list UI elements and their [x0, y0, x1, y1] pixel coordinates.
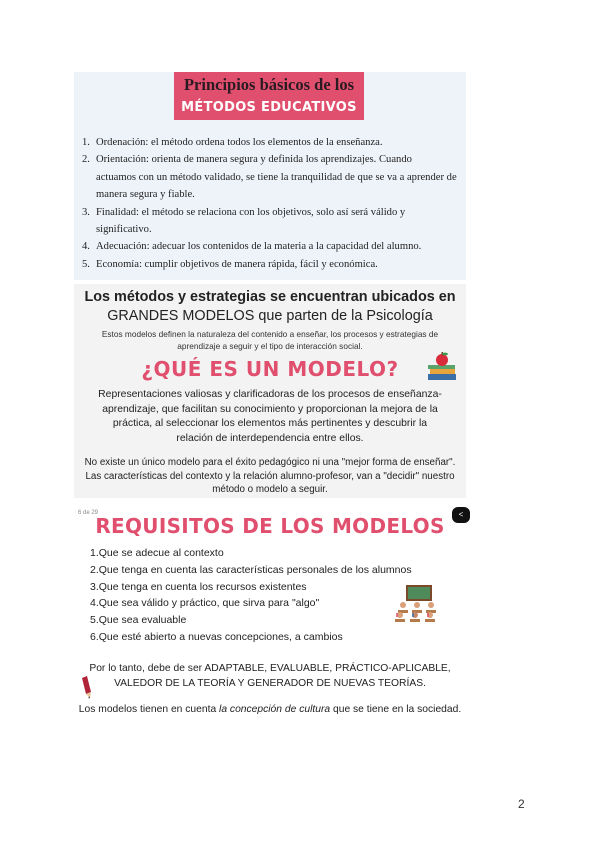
modelo-definition: Representaciones valiosas y clarificadoras de los procesos de enseñanza-aprendizaje, que facilitan su conocimiento y proporcionan la mejora de la práctica, al seleccionar los elementos más pertinentes y descubrir la relación de interdependencia entre ellos.: [98, 389, 442, 444]
pencil-icon: [78, 676, 94, 700]
requisitos-list: [90, 545, 412, 646]
list-item: 3.Que tenga en cuenta los recursos existentes: [90, 580, 307, 593]
requisitos-title: REQUISITOS DE LOS MODELOS: [95, 514, 445, 538]
list-item: 4. Adecuación: adecuar los contenidos de la materia a la capacidad del alumno.: [82, 241, 422, 253]
principios-list: [82, 134, 458, 273]
requisitos-panel: [74, 506, 466, 720]
list-item: 2. Orientación: orienta de manera segura y definida los aprendizajes. Cuando actuamos con un método validado, se tiene la tranquilidad de que se va a aprender de manera segura y fiable.: [82, 154, 457, 201]
list-item: 5.Que sea evaluable: [90, 614, 187, 627]
modelo-subtext: Estos modelos definen la naturaleza del contenido a enseñar, los procesos y estrategias de aprendizaje a seguir y el tipo de interacción social.: [101, 329, 439, 351]
principios-panel: [74, 72, 466, 280]
list-item: 1.Que se adecue al contexto: [90, 547, 224, 559]
list-item: 4.Que sea válido y práctico, que sirva para "algo": [90, 597, 320, 610]
list-item: 2.Que tenga en cuenta las características personales de los alumnos: [90, 563, 412, 576]
list-item: 1. Ordenación: el método ordena todos los elementos de la enseñanza.: [82, 137, 383, 148]
requisitos-conclusion: Por lo tanto, debe de ser ADAPTABLE, EVALUABLE, PRÁCTICO-APLICABLE, VALEDOR DE LA TEORÍA Y GENERADOR DE NUEVAS TEORÍAS.: [89, 663, 451, 689]
apple-books-icon: [426, 352, 458, 382]
modelo-question-title: ¿QUÉ ES UN MODELO?: [141, 357, 399, 381]
modelo-heading-line1: Los métodos y estrategias se encuentran ubicados en: [84, 289, 456, 305]
list-item: 6.Que esté abierto a nuevas concepciones, a cambios: [90, 630, 343, 643]
share-icon[interactable]: <: [452, 507, 470, 523]
requisitos-last-line: Los modelos tienen en cuenta la concepción de cultura que se tiene en la sociedad.: [78, 704, 462, 715]
principios-title-line1: Principios básicos de los: [183, 75, 355, 94]
page-number: 2: [518, 797, 525, 811]
modelo-panel: [74, 284, 466, 498]
classroom-illustration-icon: [392, 584, 444, 628]
modelo-note: No existe un único modelo para el éxito pedagógico ni una "mejor forma de enseñar". Las características del contexto y la relación alumno-profesor, van a "decidir" nuestro método o modelo a seguir.: [84, 457, 456, 496]
page-label: 6 de 29: [78, 510, 99, 516]
list-item: 3. Finalidad: el método se relaciona con los objetivos, solo así será válido y significativo.: [82, 206, 406, 236]
modelo-heading-line2: GRANDES MODELOS que parten de la Psicología: [107, 308, 433, 324]
principios-title-box: [174, 72, 364, 120]
last-line-italic: la concepción de cultura: [219, 704, 331, 715]
conclusion-emphasis: ADAPTABLE, EVALUABLE, PRÁCTICO-APLICABLE, VALEDOR DE LA TEORÍA Y GENERADOR DE NUEVAS TEORÍAS.: [114, 663, 451, 689]
list-item: 5. Economía: cumplir objetivos de manera rápida, fácil y económica.: [82, 258, 378, 270]
principios-title-line2: MÉTODOS EDUCATIVOS: [181, 100, 357, 115]
